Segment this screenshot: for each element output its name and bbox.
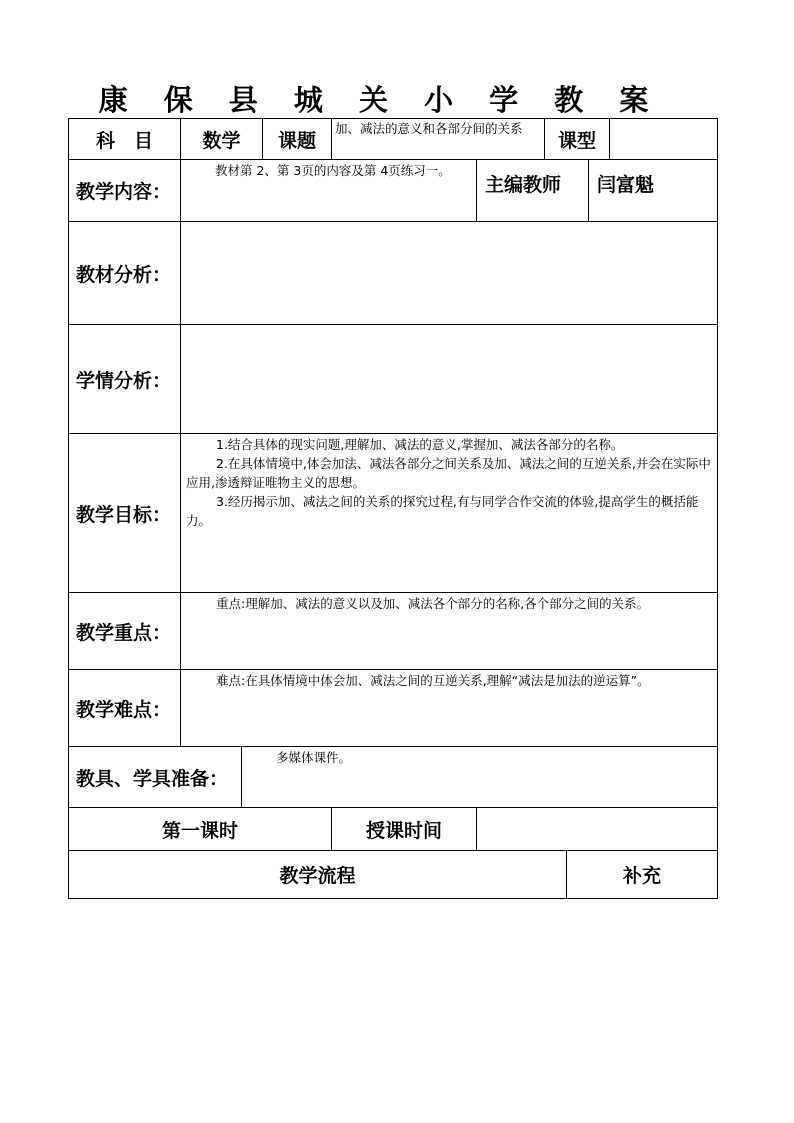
objective-item: 1.结合具体的现实问题,理解加、减法的意义,掌握加、减法各部分的名称。 bbox=[216, 437, 624, 452]
topic-label: 课题 bbox=[277, 129, 316, 152]
key-points-value: 重点:理解加、减法的意义以及加、减法各个部分的名称,各个部分之间的关系。 bbox=[216, 596, 650, 611]
teaching-process-label: 教学流程 bbox=[279, 865, 356, 887]
col-divider bbox=[241, 746, 242, 807]
objective-item: 2.在具体情境中,体会加法、减法各部分之间关系及加、减法之间的互逆关系,并会在实际中应用,渗透辩证唯物主义的思想。 bbox=[186, 456, 711, 490]
materials-label: 教具、学具准备： bbox=[76, 767, 229, 790]
textbook-analysis-label: 教材分析： bbox=[76, 263, 172, 286]
objective-item: 3.经历揭示加、减法之间的关系的探究过程,有与同学合作交流的体验,提高学生的概括能力。 bbox=[186, 494, 699, 528]
materials-value: 多媒体课件。 bbox=[276, 750, 352, 765]
table-border-left bbox=[68, 118, 69, 899]
subject-value: 数学 bbox=[202, 129, 241, 152]
editor-value: 闫富魁 bbox=[597, 174, 655, 196]
teaching-time-label: 授课时间 bbox=[365, 819, 442, 842]
content-value: 教材第 2、第 3页的内容及第 4页练习一。 bbox=[215, 163, 451, 178]
page-title: 康 保 县 城 关 小 学 教 案 bbox=[98, 83, 662, 117]
teaching-time-value bbox=[477, 808, 717, 850]
difficulties-label: 教学难点： bbox=[76, 698, 172, 721]
student-analysis-value bbox=[186, 329, 712, 429]
key-points-label: 教学重点： bbox=[76, 621, 172, 644]
col-divider bbox=[180, 159, 181, 221]
type-value bbox=[610, 119, 717, 159]
student-analysis-label: 学情分析： bbox=[76, 369, 172, 392]
objectives-label: 教学目标： bbox=[76, 503, 172, 526]
subject-label: 科 目 bbox=[95, 129, 153, 152]
supplement-label: 补充 bbox=[622, 865, 661, 887]
table-border-right bbox=[717, 118, 718, 899]
textbook-analysis-value bbox=[186, 226, 712, 320]
content-label: 教学内容： bbox=[76, 181, 172, 203]
difficulties-value: 难点:在具体情境中体会加、减法之间的互逆关系,理解“减法是加法的逆运算”。 bbox=[216, 673, 650, 688]
col-divider bbox=[331, 118, 332, 159]
col-divider bbox=[588, 159, 589, 221]
table-border-bottom bbox=[68, 898, 718, 899]
editor-label: 主编教师 bbox=[485, 174, 562, 196]
col-divider bbox=[180, 221, 181, 746]
topic-value: 加、减法的意义和各部分间的关系 bbox=[335, 121, 523, 136]
period-label: 第一课时 bbox=[161, 819, 238, 842]
type-label: 课型 bbox=[557, 129, 596, 152]
objectives-list bbox=[186, 435, 714, 591]
col-divider bbox=[476, 159, 477, 221]
